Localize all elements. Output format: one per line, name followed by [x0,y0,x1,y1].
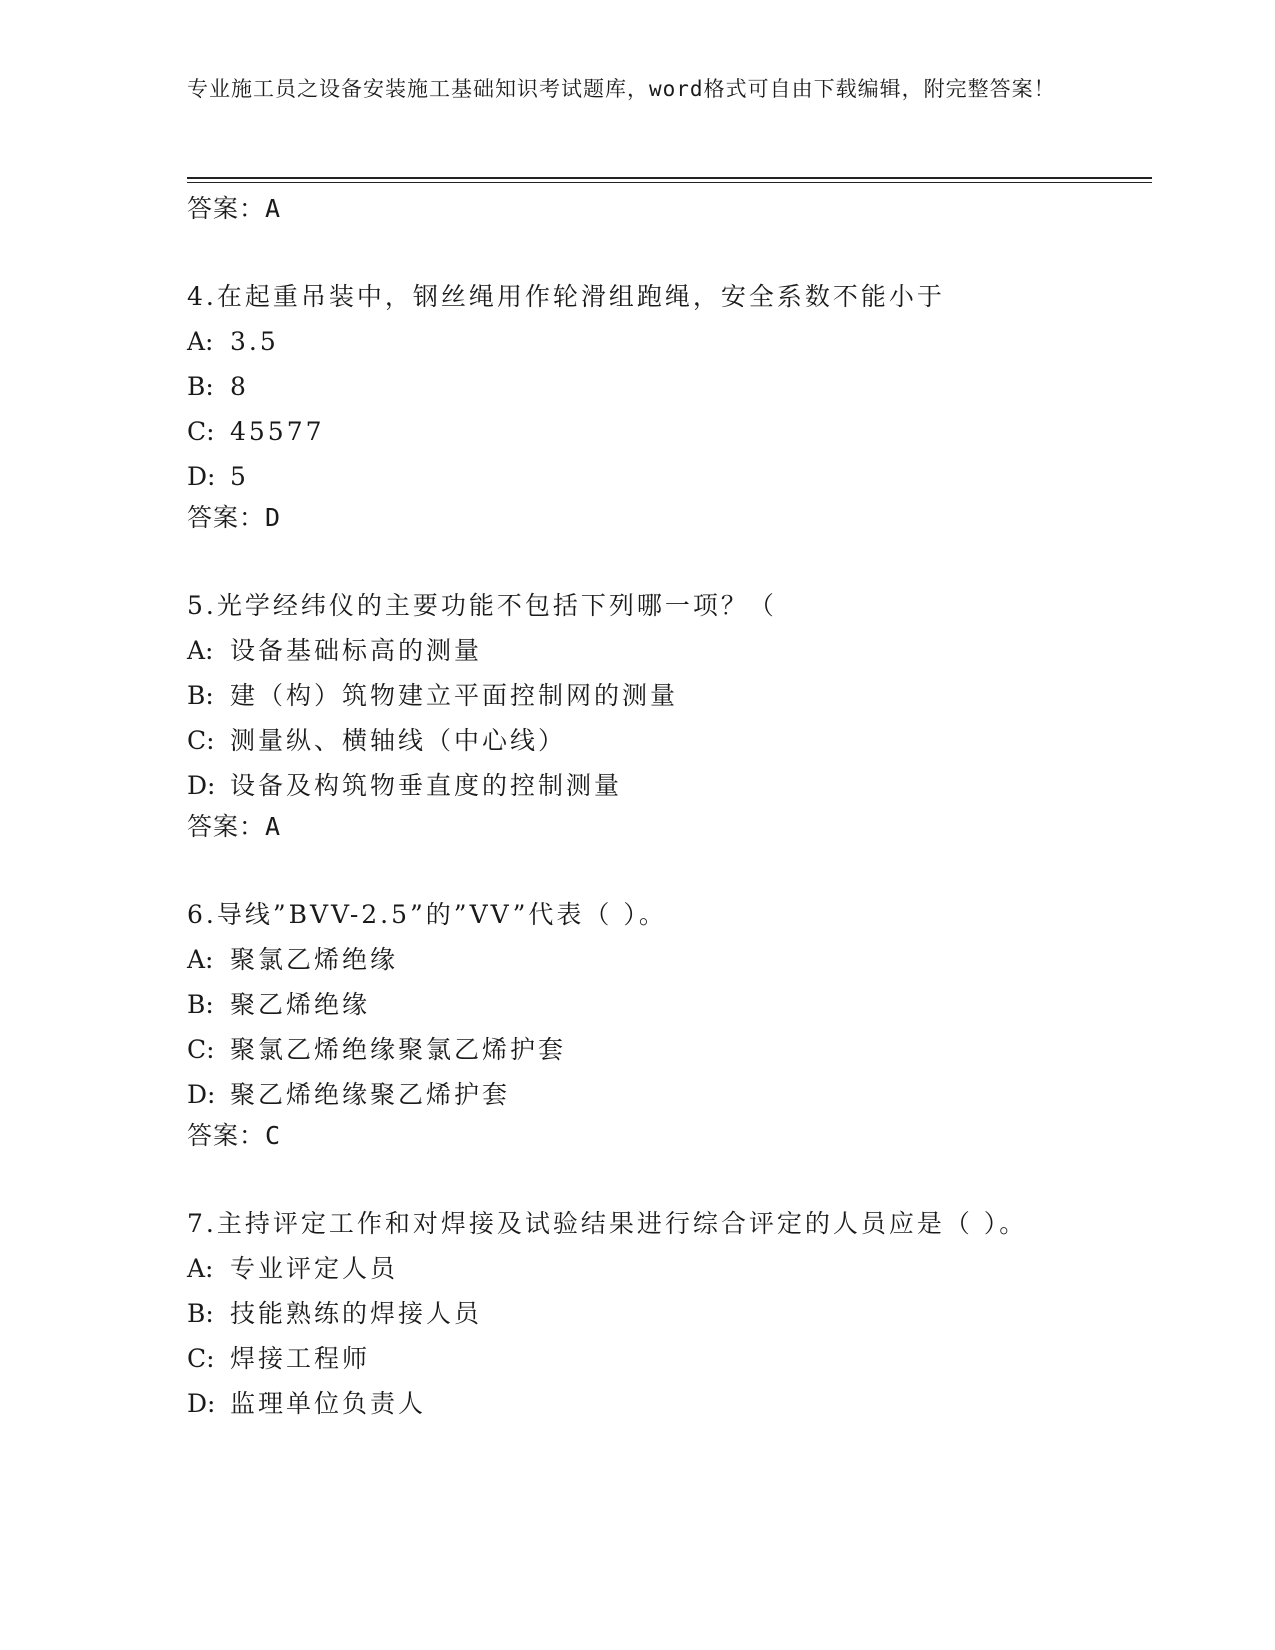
spacer [187,1155,1152,1201]
option-text: 焊接工程师 [230,1344,371,1373]
option-d [187,1381,1152,1426]
question-stem: 7.主持评定工作和对焊接及试验结果进行综合评定的人员应是（ ）。 [187,1209,1028,1238]
option-letter: B: [187,990,214,1019]
option-text: 45577 [230,417,325,446]
option-text: 3.5 [230,327,279,356]
option-letter: A: [187,636,214,665]
option-b [187,673,1152,718]
option-letter: B: [187,1299,214,1328]
question-list [187,190,1152,1426]
option-text: 聚乙烯绝缘 [230,990,371,1019]
option-letter: C: [187,417,215,446]
option-letter: B: [187,372,214,401]
option-d [187,1072,1152,1117]
question-5 [187,583,1152,846]
spacer [187,228,1152,274]
question-stem: 5.光学经纬仪的主要功能不包括下列哪一项？（ [187,591,777,620]
option-letter: C: [187,1344,215,1373]
option-text: 技能熟练的焊接人员 [230,1299,483,1328]
option-c [187,409,1152,454]
question-4 [187,274,1152,537]
header-rule-thin [187,182,1152,183]
option-text: 聚氯乙烯绝缘聚氯乙烯护套 [230,1035,567,1064]
option-text: 5 [230,462,249,491]
option-text: 设备基础标高的测量 [230,636,483,665]
question-6 [187,892,1152,1155]
option-text: 监理单位负责人 [230,1389,427,1418]
option-text: 聚氯乙烯绝缘 [230,945,399,974]
option-d [187,763,1152,808]
option-text: 设备及构筑物垂直度的控制测量 [230,771,623,800]
spacer [187,537,1152,583]
answer-line: 答案：C [187,1121,282,1150]
answer-line: 答案：A [187,194,282,223]
option-letter: A: [187,327,214,356]
option-a [187,628,1152,673]
option-text: 专业评定人员 [230,1254,399,1283]
option-letter: D: [187,1080,216,1109]
option-b [187,364,1152,409]
question-stem: 4.在起重吊装中，钢丝绳用作轮滑组跑绳，安全系数不能小于 [187,282,945,311]
question-stem: 6.导线”BVV-2.5”的”VV”代表（ ）。 [187,900,667,929]
option-text: 测量纵、横轴线（中心线） [230,726,567,755]
option-letter: C: [187,1035,215,1064]
option-b [187,1291,1152,1336]
option-b [187,982,1152,1027]
option-text: 建（构）筑物建立平面控制网的测量 [230,681,679,710]
option-a [187,1246,1152,1291]
option-letter: D: [187,1389,216,1418]
option-d [187,454,1152,499]
option-c [187,1336,1152,1381]
option-a [187,937,1152,982]
question-7 [187,1201,1152,1426]
option-letter: C: [187,726,215,755]
spacer [187,846,1152,892]
answer-line: 答案：D [187,503,282,532]
option-letter: A: [187,1254,214,1283]
option-text: 8 [230,372,249,401]
option-letter: D: [187,462,216,491]
option-letter: D: [187,771,216,800]
header-rule-thick [187,177,1152,179]
option-letter: A: [187,945,214,974]
option-text: 聚乙烯绝缘聚乙烯护套 [230,1080,511,1109]
option-c [187,718,1152,763]
option-a [187,319,1152,364]
document-header: 专业施工员之设备安装施工基础知识考试题库，word格式可自由下载编辑，附完整答案！ [187,77,1056,101]
option-letter: B: [187,681,214,710]
answer-line: 答案：A [187,812,282,841]
option-c [187,1027,1152,1072]
